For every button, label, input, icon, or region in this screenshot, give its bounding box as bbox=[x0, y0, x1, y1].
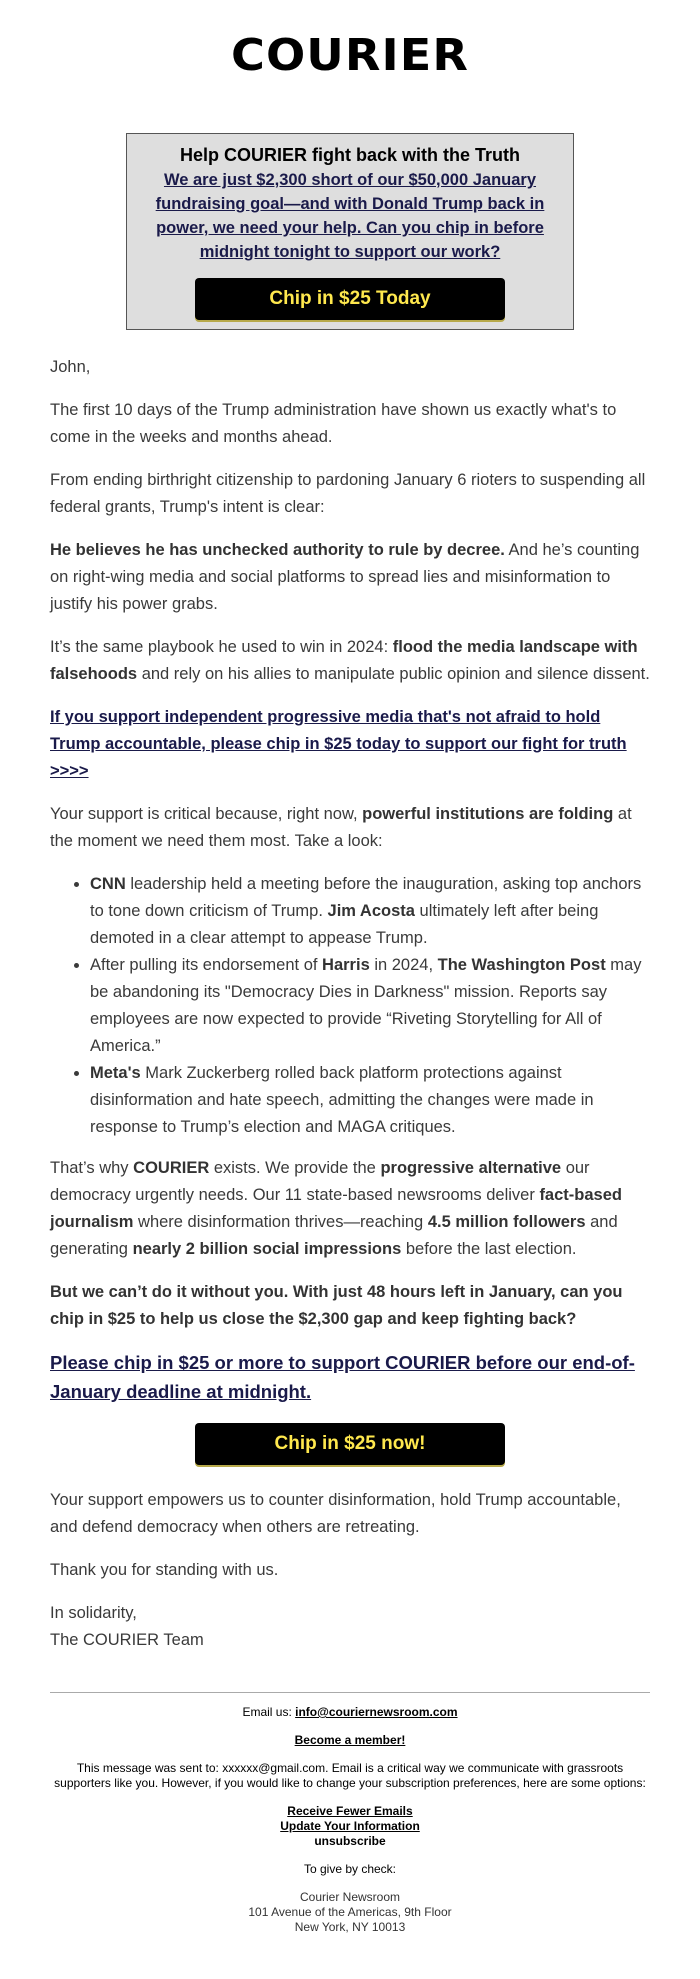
wapo-text-c: may be abandoning its "Democracy Dies in Darkness" mission. Reports say employees are now expected to provide “Riveting Storytelling for All of America.” bbox=[90, 956, 642, 1055]
footer-email-line bbox=[50, 1705, 650, 1720]
why-bold-journalism: fact-based journalism bbox=[50, 1186, 622, 1231]
wapo-text-b: in 2024, bbox=[369, 956, 438, 974]
why-bold-alternative: progressive alternative bbox=[380, 1159, 562, 1177]
promo-heading: Help COURIER fight back with the Truth bbox=[179, 145, 520, 165]
chip-in-today-button[interactable]: Chip in $25 Today bbox=[195, 278, 505, 320]
paragraph-thanks: Thank you for standing with us. bbox=[50, 1561, 279, 1579]
playbook-text-b: and rely on his allies to manipulate public opinion and silence dissent. bbox=[137, 665, 650, 683]
update-information-link[interactable]: Update Your Information bbox=[280, 1819, 420, 1833]
why-text-b: exists. We provide the bbox=[209, 1159, 381, 1177]
cnn-bold: CNN bbox=[90, 875, 126, 893]
ask-bold: But we can’t do it without you. With just 48 hours left in January, can you chip in $25 to help us close the $2,300 gap and keep fighting back? bbox=[50, 1283, 623, 1328]
courier-logo[interactable]: COURIER bbox=[231, 30, 469, 81]
acosta-bold: Jim Acosta bbox=[327, 902, 415, 920]
cnn-text-a: leadership held a meeting before the inauguration, asking top anchors to tone down criticism of Trump. bbox=[90, 875, 642, 920]
meta-bold: Meta's bbox=[90, 1064, 141, 1082]
playbook-text-a: It’s the same playbook he used to win in 2024: bbox=[50, 638, 393, 656]
signoff-line-2: The COURIER Team bbox=[50, 1631, 204, 1649]
paragraph-playbook bbox=[50, 634, 650, 688]
harris-bold: Harris bbox=[322, 956, 370, 974]
decree-bold: He believes he has unchecked authority to rule by decree. bbox=[50, 541, 505, 559]
letter-body bbox=[50, 354, 650, 1654]
why-text-e: and generating bbox=[50, 1213, 618, 1258]
paragraph-support-link bbox=[50, 704, 650, 785]
footer-email-link[interactable]: info@couriernewsroom.com bbox=[295, 1705, 458, 1719]
cnn-text-b: ultimately left after being demoted in a clear attempt to appease Trump. bbox=[90, 902, 599, 947]
decree-text: And he’s counting on right-wing media and social platforms to spread lies and misinformation to justify his power grabs. bbox=[50, 541, 640, 613]
promo-donate-link[interactable]: We are just $2,300 short of our $50,000 January fundraising goal—and with Donald Trump back in power, we need your help. Can you chip in before midnight tonight to support our work? bbox=[155, 171, 545, 261]
signoff-line-1: In solidarity, bbox=[50, 1604, 137, 1622]
paragraph-why-courier bbox=[50, 1155, 650, 1263]
paragraph-deadline-link bbox=[50, 1349, 650, 1407]
paragraph-ask bbox=[50, 1279, 650, 1333]
why-text-c: our democracy urgently needs. Our 11 state-based newsrooms deliver bbox=[50, 1159, 590, 1204]
list-item-wapo bbox=[90, 952, 650, 1060]
footer-member-line bbox=[50, 1733, 650, 1748]
deadline-donate-link[interactable]: Please chip in $25 or more to support COURIER before our end-of-January deadline at midnight. bbox=[50, 1352, 635, 1402]
institutions-text-a: Your support is critical because, right now, bbox=[50, 805, 363, 823]
become-member-link[interactable]: Become a member! bbox=[294, 1733, 406, 1747]
chip-in-now-button[interactable]: Chip in $25 now! bbox=[195, 1423, 505, 1465]
institutions-list bbox=[50, 871, 650, 1141]
list-item-meta bbox=[90, 1060, 650, 1141]
wapo-bold: The Washington Post bbox=[437, 956, 606, 974]
receive-fewer-emails-link[interactable]: Receive Fewer Emails bbox=[287, 1804, 413, 1818]
footer-address bbox=[50, 1890, 650, 1935]
why-bold-courier: COURIER bbox=[133, 1159, 210, 1177]
meta-text: Mark Zuckerberg rolled back platform protections against disinformation and hate speech, admitting the changes were made in response to Trump’s election and MAGA critiques. bbox=[90, 1064, 594, 1136]
email-label: Email us: bbox=[242, 1705, 296, 1719]
paragraph-intro: The first 10 days of the Trump administration have shown us exactly what's to come in the weeks and months ahead. bbox=[50, 401, 617, 446]
address-line-2: 101 Avenue of the Americas, 9th Floor bbox=[248, 1905, 452, 1919]
institutions-bold: powerful institutions are folding bbox=[362, 805, 614, 823]
footer-check-label: To give by check: bbox=[303, 1862, 397, 1876]
footer-preferences bbox=[50, 1804, 650, 1849]
address-line-3: New York, NY 10013 bbox=[294, 1920, 406, 1934]
list-item-cnn bbox=[90, 871, 650, 952]
why-text-d: where disinformation thrives—reaching bbox=[133, 1213, 428, 1231]
footer-sent-notice: This message was sent to: xxxxxx@gmail.com. Email is a critical way we communicate with grassroots supporters like you. However, if you would like to change your subscription preferences, here are some options: bbox=[54, 1761, 646, 1790]
signoff bbox=[50, 1600, 650, 1654]
why-text-a: That’s why bbox=[50, 1159, 134, 1177]
paragraph-decree bbox=[50, 537, 650, 618]
wapo-text-a: After pulling its endorsement of bbox=[90, 956, 323, 974]
paragraph-empowers: Your support empowers us to counter disinformation, hold Trump accountable, and defend democracy when others are retreating. bbox=[50, 1491, 621, 1536]
playbook-bold: flood the media landscape with falsehoods bbox=[50, 638, 638, 683]
unsubscribe-link[interactable]: unsubscribe bbox=[314, 1834, 386, 1848]
support-donate-link[interactable]: If you support independent progressive media that's not afraid to hold Trump accountable, please chip in $25 today to support our fight for truth >>>> bbox=[50, 708, 627, 780]
institutions-text-b: at the moment we need them most. Take a look: bbox=[50, 805, 632, 850]
why-bold-impressions: nearly 2 billion social impressions bbox=[132, 1240, 402, 1258]
why-bold-followers: 4.5 million followers bbox=[427, 1213, 586, 1231]
greeting: John, bbox=[50, 358, 91, 376]
why-text-f: before the last election. bbox=[401, 1240, 577, 1258]
fundraising-promo-box bbox=[126, 133, 574, 330]
address-line-1: Courier Newsroom bbox=[299, 1890, 401, 1904]
paragraph-institutions bbox=[50, 801, 650, 855]
paragraph-actions: From ending birthright citizenship to pardoning January 6 rioters to suspending all federal grants, Trump's intent is clear: bbox=[50, 471, 646, 516]
email-footer bbox=[50, 1692, 650, 1935]
